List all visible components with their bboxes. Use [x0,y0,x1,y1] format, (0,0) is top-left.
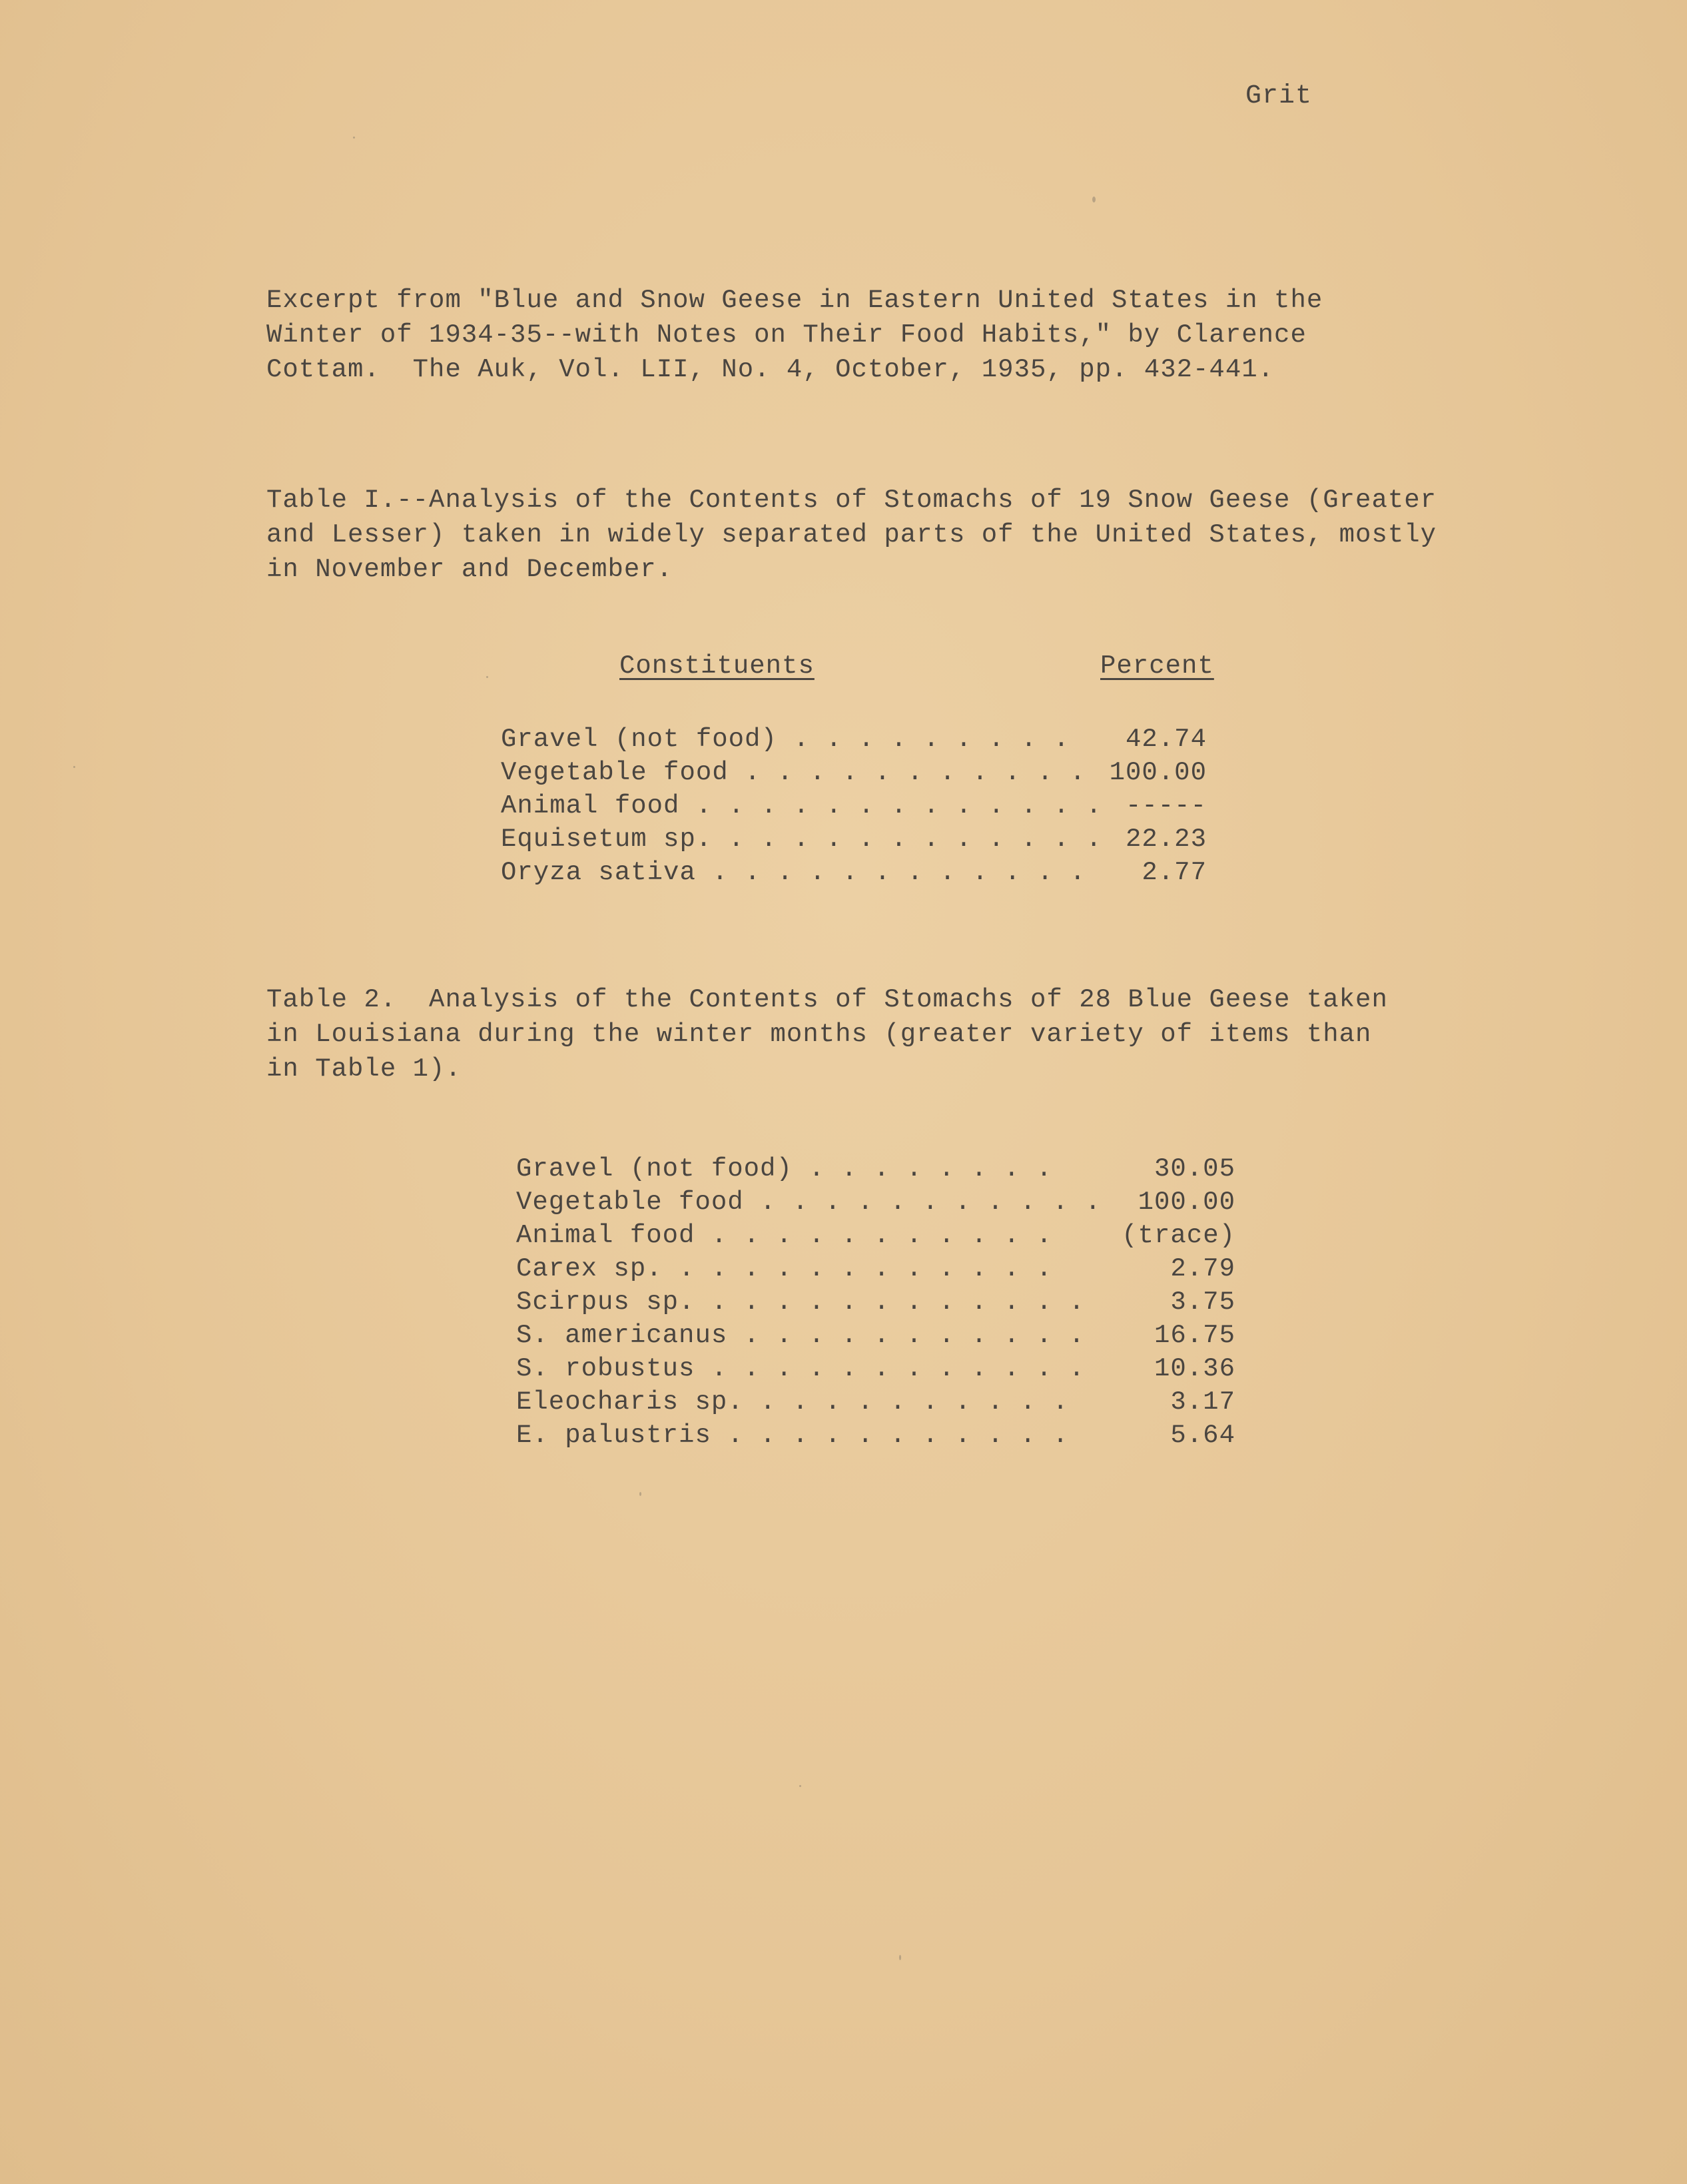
table-row [516,1152,1235,1186]
table-row [516,1186,1235,1219]
row-constituent: S. robustus . . . . . . . . . . . . [516,1354,1086,1383]
row-percent: 5.64 [1170,1421,1235,1450]
citation-line: Cottam. The Auk, Vol. LII, No. 4, October, 1935, pp. 432-441. [266,355,1275,384]
row-constituent: Gravel (not food) . . . . . . . . [516,1154,1053,1184]
row-percent: 10.36 [1154,1354,1235,1383]
row-percent: 100.00 [1109,758,1207,787]
row-percent: 22.23 [1125,825,1207,854]
table2-caption [266,982,1388,1086]
table2-caption-line: in Table 1). [266,1054,462,1084]
row-percent: 2.79 [1170,1254,1235,1283]
row-constituent: S. americanus . . . . . . . . . . . [516,1321,1086,1350]
row-constituent: Equisetum sp. . . . . . . . . . . . . [501,825,1102,854]
table1-caption-line: and Lesser) taken in widely separated parts of the United States, mostly [266,520,1437,549]
table-row [501,789,1207,823]
table2-caption-line: in Louisiana during the winter months (greater variety of items than [266,1020,1372,1049]
table1-header-constituents: Constituents [619,651,815,681]
citation-line: Excerpt from "Blue and Snow Geese in Eastern United States in the [266,286,1323,315]
row-percent: ----- [1125,791,1207,821]
paper-speck [899,1955,901,1960]
table-row [516,1219,1235,1252]
row-constituent: Vegetable food . . . . . . . . . . . [501,758,1086,787]
row-constituent: Scirpus sp. . . . . . . . . . . . . [516,1287,1086,1317]
row-percent: 16.75 [1154,1321,1235,1350]
paper-speck [353,137,355,139]
row-percent: (trace) [1122,1221,1235,1250]
citation-line: Winter of 1934-35--with Notes on Their Food Habits," by Clarence [266,320,1307,350]
table-row [516,1385,1235,1419]
table-row [501,756,1207,789]
row-percent: 42.74 [1125,725,1207,754]
paper-speck [639,1492,641,1496]
row-constituent: Vegetable food . . . . . . . . . . . [516,1188,1102,1217]
row-constituent: Eleocharis sp. . . . . . . . . . . [516,1387,1069,1417]
table-row [501,723,1207,756]
row-percent: 2.77 [1142,858,1207,887]
citation-paragraph [266,283,1323,387]
row-constituent: Carex sp. . . . . . . . . . . . . [516,1254,1053,1283]
row-percent: 30.05 [1154,1154,1235,1184]
row-constituent: Oryza sativa . . . . . . . . . . . . [501,858,1086,887]
table-row [516,1352,1235,1385]
paper-speck [1092,196,1096,202]
row-constituent: Gravel (not food) . . . . . . . . . [501,725,1070,754]
row-constituent: E. palustris . . . . . . . . . . . [516,1421,1069,1450]
table1-caption-line: Table I.--Analysis of the Contents of Stomachs of 19 Snow Geese (Greater [266,486,1437,515]
row-percent: 3.75 [1170,1287,1235,1317]
table2-caption-line: Table 2. Analysis of the Contents of Stomachs of 28 Blue Geese taken [266,985,1388,1014]
table-row [501,856,1207,889]
table1-rows [501,723,1207,889]
row-percent: 100.00 [1138,1188,1235,1217]
table-row [516,1252,1235,1285]
table2-rows [516,1152,1235,1452]
table-row [516,1319,1235,1352]
page-topic-label: Grit [1245,81,1313,111]
row-percent: 3.17 [1170,1387,1235,1417]
table-row [501,823,1207,856]
table-row [516,1419,1235,1452]
paper-speck [73,766,75,768]
row-constituent: Animal food . . . . . . . . . . . . . [501,791,1102,821]
table1-header-percent: Percent [1100,651,1214,681]
table1-caption [266,483,1437,587]
row-constituent: Animal food . . . . . . . . . . . [516,1221,1053,1250]
paper-speck [799,1785,801,1787]
table1-caption-line: in November and December. [266,555,673,584]
paper-speck [486,676,488,678]
table-row [516,1285,1235,1319]
